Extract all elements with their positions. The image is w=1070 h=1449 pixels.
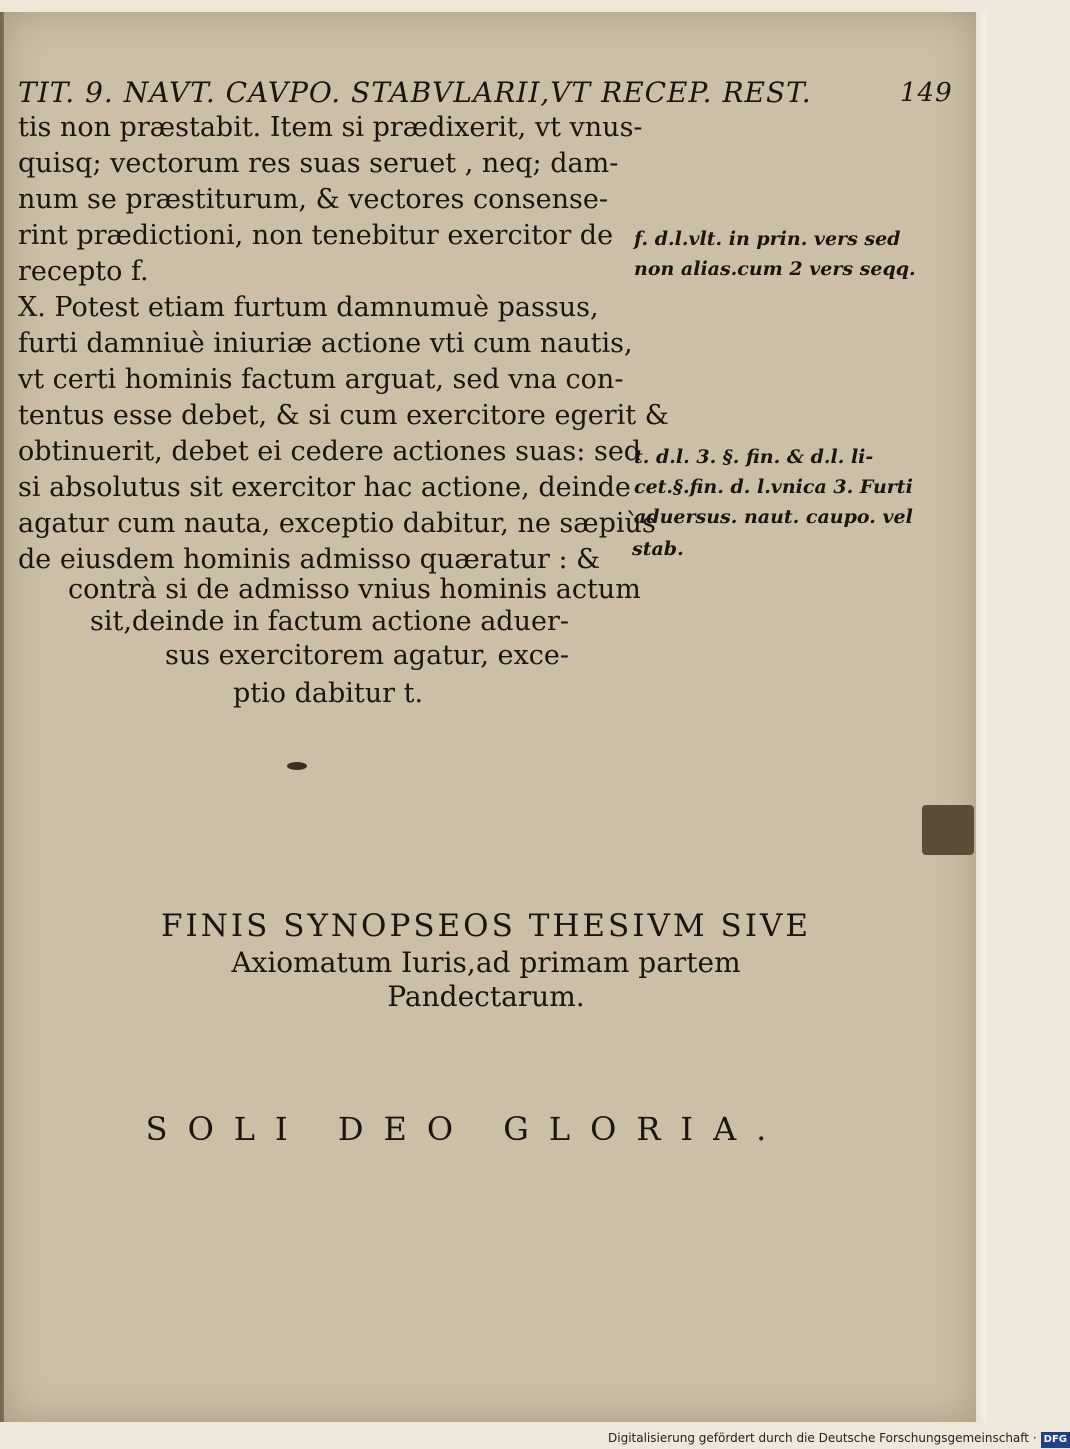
digitization-credit bbox=[608, 1428, 1070, 1448]
printer-ornament bbox=[287, 762, 307, 770]
body-line: sit,deinde in factum actione aduer- bbox=[90, 606, 569, 637]
margin-note: stab. bbox=[632, 538, 684, 560]
body-line: quisq; vectorum res suas seruet , neq; dam- bbox=[18, 148, 619, 179]
body-line: de eiusdem hominis admisso quæratur : & bbox=[18, 544, 601, 575]
page-edge bbox=[976, 12, 986, 1422]
running-head-title: TIT. 9. NAVT. CAVPO. STABVLARII,VT RECEP. REST. bbox=[18, 76, 812, 109]
credit-text: Digitalisierung gefördert durch die Deutsche Forschungsgemeinschaft · bbox=[608, 1431, 1037, 1445]
body-line: num se præstiturum, & vectores consense- bbox=[18, 184, 608, 215]
body-line: rint prædictioni, non tenebitur exercitor de bbox=[18, 220, 614, 251]
body-line: furti damniuè iniuriæ actione vti cum nautis, bbox=[18, 328, 633, 359]
folio-number: 149 bbox=[900, 78, 953, 108]
body-line: ptio dabitur t. bbox=[233, 678, 424, 709]
body-line: X. Potest etiam furtum damnumuè passus, bbox=[18, 292, 599, 323]
body-line: contrà si de admisso vnius hominis actum bbox=[68, 574, 641, 605]
closing-motto: SOLI DEO GLORIA. bbox=[145, 1110, 787, 1148]
margin-note: f. d.l.vlt. in prin. vers sed bbox=[634, 228, 901, 250]
body-line: obtinuerit, debet ei cedere actiones suas: sed bbox=[18, 436, 642, 467]
margin-note: cet.§.fin. d. l.vnica 3. Furti bbox=[634, 476, 913, 498]
margin-note: non alias.cum 2 vers seqq. bbox=[634, 258, 916, 280]
body-line: tentus esse debet, & si cum exercitore egerit & bbox=[18, 400, 669, 431]
dfg-logo: DFG bbox=[1041, 1432, 1070, 1448]
colophon-line-2: Axiomatum Iuris,ad primam partem bbox=[231, 946, 741, 979]
body-line: tis non præstabit. Item si prædixerit, vt vnus- bbox=[18, 112, 643, 143]
body-line: agatur cum nauta, exceptio dabitur, ne sæpiùs bbox=[18, 508, 656, 539]
margin-note: aduersus. naut. caupo. vel bbox=[634, 506, 913, 528]
colophon-line-3: Pandectarum. bbox=[387, 980, 585, 1013]
margin-note: t. d.l. 3. §. fin. & d.l. li- bbox=[634, 446, 874, 468]
body-line: recepto f. bbox=[18, 256, 149, 287]
body-line: vt certi hominis factum arguat, sed vna con- bbox=[18, 364, 624, 395]
colophon-line-1: FINIS SYNOPSEOS THESIVM SIVE bbox=[161, 908, 811, 944]
body-line: sus exercitorem agatur, exce- bbox=[165, 640, 569, 671]
body-line: si absolutus sit exercitor hac actione, deinde bbox=[18, 472, 631, 503]
page-tab-marker bbox=[922, 805, 974, 855]
